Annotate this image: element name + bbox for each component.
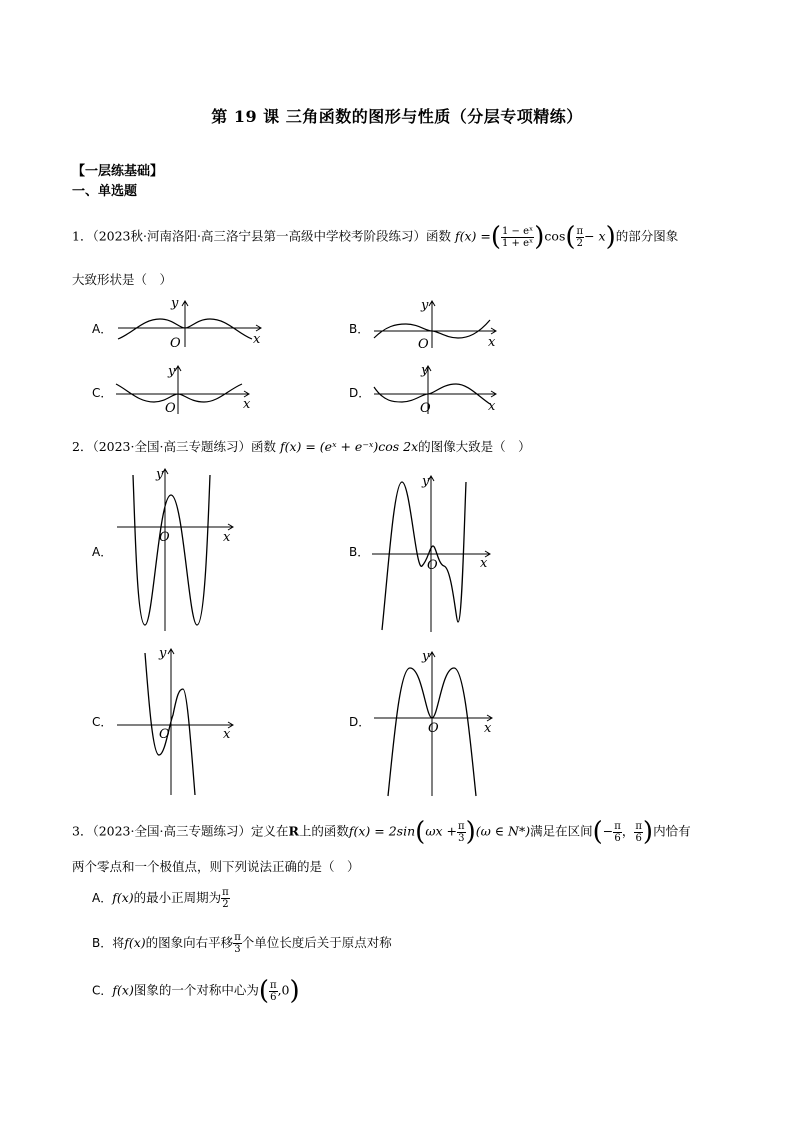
q1-fraction: $\frac{\text{1 − eˣ}}{\text{1 + eˣ}}$ — [502, 225, 534, 249]
svg-text:O: O — [427, 558, 438, 573]
q1-option-c-label: C． — [92, 386, 113, 400]
q1-option-a-label: A． — [92, 322, 113, 336]
q3-option-a: A．f(x)的最小正周期为 $\frac{\pi}{2}$ — [92, 887, 229, 910]
q2-stem — [72, 437, 531, 455]
q1-number: 1． — [72, 228, 93, 244]
q3-number: 3． — [72, 823, 93, 839]
q1-tail: 的部分图象 — [615, 228, 679, 244]
page-title: 第 19 课 三角函数的图形与性质（分层专项精练） — [211, 107, 583, 126]
q2-option-a-label: A． — [92, 545, 113, 559]
svg-text:y: y — [422, 474, 430, 489]
section-level: 【一层练基础】 — [72, 164, 164, 179]
q2-graph-c — [115, 645, 240, 800]
svg-text:O: O — [420, 401, 431, 416]
svg-text:O: O — [428, 721, 439, 736]
svg-text:x: x — [223, 530, 231, 545]
q1-line2: 大致形状是（ ） — [72, 272, 173, 287]
svg-text:O: O — [159, 530, 170, 545]
svg-text:O: O — [418, 337, 429, 352]
svg-text:y: y — [422, 649, 430, 664]
q3-option-c: C．f(x)图象的一个对称中心为( $\frac{\pi}{6}$ ,0) — [92, 976, 300, 1006]
svg-text:y: y — [171, 296, 179, 311]
svg-text:x: x — [480, 556, 488, 571]
svg-text:O: O — [165, 401, 176, 416]
svg-text:y: y — [156, 467, 164, 482]
q1-stem: 1．（2023秋·河南洛阳·高三洛宁县第一高级中学校考阶段练习）函数 f(x) =( $\frac{\text{1 − eˣ}}{\text{1 + eˣ}}$ )cos( $\frac{\pi}{2}$ − x)的部分图象 — [72, 222, 679, 252]
q2-number: 2． — [72, 439, 93, 454]
q1-graph-c — [114, 362, 254, 417]
svg-text:O: O — [170, 336, 181, 351]
q1-option-d-label: D． — [349, 386, 371, 400]
svg-text:y: y — [159, 646, 167, 661]
q1-fx: f(x) = — [454, 228, 491, 244]
svg-text:y: y — [421, 298, 429, 313]
svg-text:x: x — [223, 727, 231, 742]
q2-graph-d — [372, 648, 497, 800]
q1-option-b-label: B． — [349, 322, 370, 336]
q2-formula: f(x) = (eˣ + e⁻ˣ)cos 2x — [279, 439, 419, 454]
q2-graph-b — [370, 472, 495, 637]
q2-graph-a — [115, 465, 240, 635]
svg-text:y: y — [168, 364, 176, 379]
q2-option-b-label: B． — [349, 545, 370, 559]
section-type: 一、单选题 — [72, 184, 138, 199]
svg-text:x: x — [243, 397, 251, 412]
svg-text:y: y — [421, 363, 429, 378]
svg-text:x: x — [488, 399, 496, 414]
q2-option-c-label: C． — [92, 715, 113, 729]
svg-text:x: x — [488, 335, 496, 350]
q2-tail: 的图像大致是（ ） — [418, 439, 531, 454]
svg-text:x: x — [484, 721, 492, 736]
q1-graph-a — [115, 295, 265, 350]
q3-stem: 3．（2023·全国·高三专题练习）定义在R上的函数f(x) = 2sin(ωx + $\frac{\pi}{3}$ )(ω ∈ N*)满足在区间(− $\frac{\pi}{6}$ ， $\frac{\pi}{6}$ )内恰有 — [72, 817, 691, 847]
q1-graph-d — [372, 362, 502, 417]
q3-source: （2023·全国·高三专题练习）定义在 — [92, 823, 289, 839]
svg-text:O: O — [159, 727, 170, 742]
q2-option-d-label: D． — [349, 715, 371, 729]
q2-source: （2023·全国·高三专题练习）函数 — [92, 439, 276, 454]
q3-line2: 两个零点和一个极值点，则下列说法正确的是（ ） — [72, 859, 360, 874]
q1-source: （2023秋·河南洛阳·高三洛宁县第一高级中学校考阶段练习）函数 — [92, 228, 451, 244]
q3-option-b: B．将f(x)的图象向右平移 $\frac{\pi}{3}$ 个单位长度后关于原点对称 — [92, 932, 392, 955]
q1-graph-b — [372, 298, 502, 350]
svg-text:x: x — [253, 332, 261, 347]
